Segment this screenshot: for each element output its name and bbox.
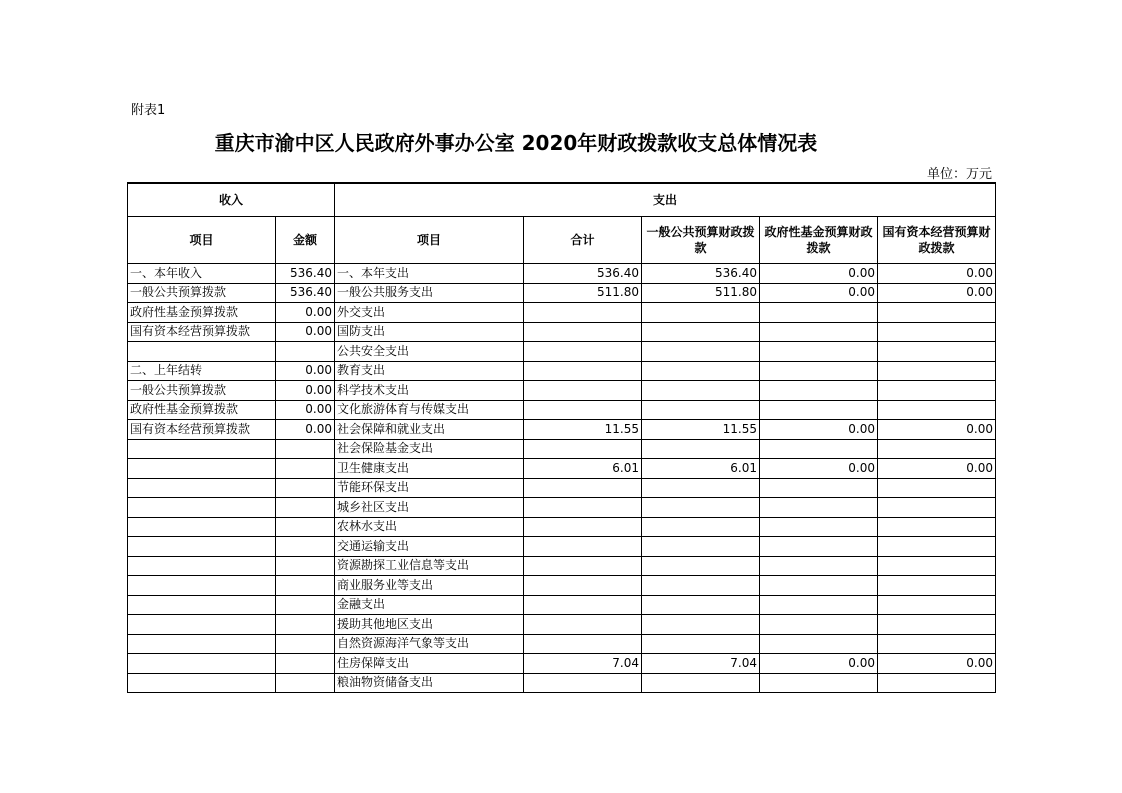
table-row: [128, 556, 996, 576]
income-item-cell: [128, 517, 276, 537]
expense-item-cell: 社会保险基金支出: [335, 439, 524, 459]
income-amount-cell: 0.00: [276, 322, 335, 342]
state-capital-cell: [878, 381, 996, 401]
expense-item-cell: 文化旅游体育与传媒支出: [335, 400, 524, 420]
fund-budget-cell: [760, 400, 878, 420]
state-capital-cell: [878, 673, 996, 693]
state-capital-cell: [878, 634, 996, 654]
fund-budget-cell: [760, 478, 878, 498]
expense-total-cell: [524, 576, 642, 596]
fund-budget-cell: [760, 537, 878, 557]
state-capital-cell: [878, 478, 996, 498]
income-amount-cell: [276, 498, 335, 518]
general-budget-cell: [642, 381, 760, 401]
general-budget-cell: [642, 673, 760, 693]
general-budget-cell: 7.04: [642, 654, 760, 674]
state-capital-cell: [878, 342, 996, 362]
income-amount-cell: [276, 654, 335, 674]
general-budget-cell: [642, 400, 760, 420]
income-item-cell: 国有资本经营预算拨款: [128, 322, 276, 342]
expense-total-cell: 11.55: [524, 420, 642, 440]
expense-item-header: 项目: [335, 217, 524, 264]
income-item-cell: [128, 439, 276, 459]
income-amount-cell: [276, 673, 335, 693]
income-item-cell: 二、上年结转: [128, 361, 276, 381]
general-budget-cell: [642, 498, 760, 518]
income-amount-cell: 536.40: [276, 264, 335, 284]
income-amount-cell: [276, 439, 335, 459]
state-capital-header: 国有资本经营预算财政拨款: [878, 217, 996, 264]
table-row: [128, 381, 996, 401]
table-row: [128, 361, 996, 381]
expense-item-cell: 粮油物资储备支出: [335, 673, 524, 693]
fund-budget-cell: [760, 673, 878, 693]
fund-budget-cell: [760, 576, 878, 596]
fund-budget-cell: [760, 517, 878, 537]
state-capital-cell: [878, 595, 996, 615]
income-item-cell: 政府性基金预算拨款: [128, 400, 276, 420]
fund-budget-cell: [760, 381, 878, 401]
table-row: [128, 459, 996, 479]
income-item-cell: [128, 615, 276, 635]
expense-total-header: 合计: [524, 217, 642, 264]
table-row: [128, 283, 996, 303]
general-budget-cell: [642, 439, 760, 459]
table-row: [128, 498, 996, 518]
fund-budget-cell: [760, 303, 878, 323]
expense-item-cell: 自然资源海洋气象等支出: [335, 634, 524, 654]
expense-total-cell: [524, 361, 642, 381]
expense-total-cell: [524, 303, 642, 323]
expense-total-cell: 7.04: [524, 654, 642, 674]
expense-total-cell: [524, 498, 642, 518]
expense-item-cell: 教育支出: [335, 361, 524, 381]
expense-header: 支出: [335, 183, 996, 217]
income-amount-header: 金额: [276, 217, 335, 264]
income-item-cell: [128, 576, 276, 596]
income-amount-cell: [276, 478, 335, 498]
fund-budget-cell: [760, 615, 878, 635]
general-budget-cell: [642, 615, 760, 635]
general-budget-cell: [642, 361, 760, 381]
expense-total-cell: [524, 673, 642, 693]
general-budget-cell: [642, 478, 760, 498]
fund-budget-cell: [760, 322, 878, 342]
table-row: [128, 537, 996, 557]
header-row-1: [128, 183, 996, 217]
expense-total-cell: [524, 517, 642, 537]
expense-item-cell: 商业服务业等支出: [335, 576, 524, 596]
income-amount-cell: 0.00: [276, 400, 335, 420]
general-budget-cell: [642, 537, 760, 557]
general-budget-cell: 11.55: [642, 420, 760, 440]
income-amount-cell: [276, 517, 335, 537]
income-amount-cell: [276, 459, 335, 479]
state-capital-cell: 0.00: [878, 283, 996, 303]
income-item-cell: 一、本年收入: [128, 264, 276, 284]
income-item-cell: 一般公共预算拨款: [128, 283, 276, 303]
state-capital-cell: [878, 400, 996, 420]
expense-item-cell: 农林水支出: [335, 517, 524, 537]
fund-budget-cell: [760, 342, 878, 362]
expense-total-cell: [524, 342, 642, 362]
table-row: [128, 342, 996, 362]
fund-budget-cell: 0.00: [760, 459, 878, 479]
general-budget-header: 一般公共预算财政拨款: [642, 217, 760, 264]
expense-item-cell: 城乡社区支出: [335, 498, 524, 518]
expense-total-cell: [524, 595, 642, 615]
expense-total-cell: [524, 381, 642, 401]
income-amount-cell: 0.00: [276, 361, 335, 381]
unit-label: 单位：万元: [926, 167, 992, 182]
expense-total-cell: 511.80: [524, 283, 642, 303]
table-row: [128, 673, 996, 693]
fund-budget-cell: 0.00: [760, 264, 878, 284]
state-capital-cell: [878, 439, 996, 459]
state-capital-cell: [878, 556, 996, 576]
income-amount-cell: 0.00: [276, 420, 335, 440]
fund-budget-header: 政府性基金预算财政拨款: [760, 217, 878, 264]
table-body: [128, 264, 996, 693]
expense-total-cell: [524, 478, 642, 498]
expense-item-cell: 一般公共服务支出: [335, 283, 524, 303]
income-item-cell: [128, 634, 276, 654]
page-title: 重庆市渝中区人民政府外事办公室 2020年财政拨款收支总体情况表: [214, 131, 818, 155]
general-budget-cell: [642, 322, 760, 342]
income-amount-cell: [276, 615, 335, 635]
header-row-2: [128, 217, 996, 264]
table-row: [128, 439, 996, 459]
income-amount-cell: [276, 537, 335, 557]
state-capital-cell: [878, 537, 996, 557]
general-budget-cell: [642, 595, 760, 615]
expense-total-cell: [524, 634, 642, 654]
expense-total-cell: 6.01: [524, 459, 642, 479]
state-capital-cell: 0.00: [878, 654, 996, 674]
table-row: [128, 264, 996, 284]
expense-item-cell: 援助其他地区支出: [335, 615, 524, 635]
income-amount-cell: 0.00: [276, 381, 335, 401]
expense-item-cell: 科学技术支出: [335, 381, 524, 401]
income-amount-cell: 536.40: [276, 283, 335, 303]
general-budget-cell: [642, 342, 760, 362]
state-capital-cell: [878, 498, 996, 518]
general-budget-cell: [642, 517, 760, 537]
income-item-cell: 政府性基金预算拨款: [128, 303, 276, 323]
state-capital-cell: 0.00: [878, 459, 996, 479]
general-budget-cell: [642, 556, 760, 576]
expense-item-cell: 公共安全支出: [335, 342, 524, 362]
income-amount-cell: [276, 556, 335, 576]
income-item-cell: [128, 595, 276, 615]
general-budget-cell: 6.01: [642, 459, 760, 479]
income-item-cell: [128, 654, 276, 674]
expense-item-cell: 金融支出: [335, 595, 524, 615]
table-row: [128, 478, 996, 498]
income-amount-cell: [276, 342, 335, 362]
fund-budget-cell: [760, 634, 878, 654]
budget-table: [127, 182, 996, 693]
state-capital-cell: 0.00: [878, 420, 996, 440]
table-row: [128, 654, 996, 674]
expense-item-cell: 住房保障支出: [335, 654, 524, 674]
state-capital-cell: [878, 576, 996, 596]
expense-item-cell: 资源勘探工业信息等支出: [335, 556, 524, 576]
general-budget-cell: 536.40: [642, 264, 760, 284]
income-amount-cell: [276, 595, 335, 615]
expense-item-cell: 社会保障和就业支出: [335, 420, 524, 440]
state-capital-cell: [878, 517, 996, 537]
income-amount-cell: [276, 634, 335, 654]
general-budget-cell: [642, 576, 760, 596]
income-amount-cell: 0.00: [276, 303, 335, 323]
table-row: [128, 634, 996, 654]
fund-budget-cell: 0.00: [760, 654, 878, 674]
table-row: [128, 420, 996, 440]
expense-total-cell: [524, 556, 642, 576]
expense-total-cell: [524, 400, 642, 420]
general-budget-cell: 511.80: [642, 283, 760, 303]
expense-item-cell: 外交支出: [335, 303, 524, 323]
state-capital-cell: [878, 615, 996, 635]
table-row: [128, 303, 996, 323]
fund-budget-cell: [760, 361, 878, 381]
income-item-header: 项目: [128, 217, 276, 264]
expense-total-cell: [524, 439, 642, 459]
attachment-label: 附表1: [131, 103, 166, 118]
general-budget-cell: [642, 634, 760, 654]
expense-item-cell: 卫生健康支出: [335, 459, 524, 479]
expense-item-cell: 国防支出: [335, 322, 524, 342]
income-header: 收入: [128, 183, 335, 217]
state-capital-cell: [878, 361, 996, 381]
income-item-cell: [128, 342, 276, 362]
income-amount-cell: [276, 576, 335, 596]
table-row: [128, 615, 996, 635]
income-item-cell: 一般公共预算拨款: [128, 381, 276, 401]
fund-budget-cell: 0.00: [760, 283, 878, 303]
expense-item-cell: 节能环保支出: [335, 478, 524, 498]
expense-total-cell: [524, 615, 642, 635]
state-capital-cell: [878, 303, 996, 323]
fund-budget-cell: [760, 439, 878, 459]
expense-total-cell: [524, 537, 642, 557]
general-budget-cell: [642, 303, 760, 323]
fund-budget-cell: 0.00: [760, 420, 878, 440]
table-row: [128, 322, 996, 342]
fund-budget-cell: [760, 556, 878, 576]
table-row: [128, 400, 996, 420]
table-row: [128, 576, 996, 596]
state-capital-cell: [878, 322, 996, 342]
income-item-cell: 国有资本经营预算拨款: [128, 420, 276, 440]
expense-item-cell: 一、本年支出: [335, 264, 524, 284]
income-item-cell: [128, 478, 276, 498]
expense-total-cell: 536.40: [524, 264, 642, 284]
income-item-cell: [128, 459, 276, 479]
expense-total-cell: [524, 322, 642, 342]
table-row: [128, 595, 996, 615]
income-item-cell: [128, 498, 276, 518]
fund-budget-cell: [760, 595, 878, 615]
table-row: [128, 517, 996, 537]
income-item-cell: [128, 556, 276, 576]
income-item-cell: [128, 537, 276, 557]
expense-item-cell: 交通运输支出: [335, 537, 524, 557]
income-item-cell: [128, 673, 276, 693]
fund-budget-cell: [760, 498, 878, 518]
state-capital-cell: 0.00: [878, 264, 996, 284]
